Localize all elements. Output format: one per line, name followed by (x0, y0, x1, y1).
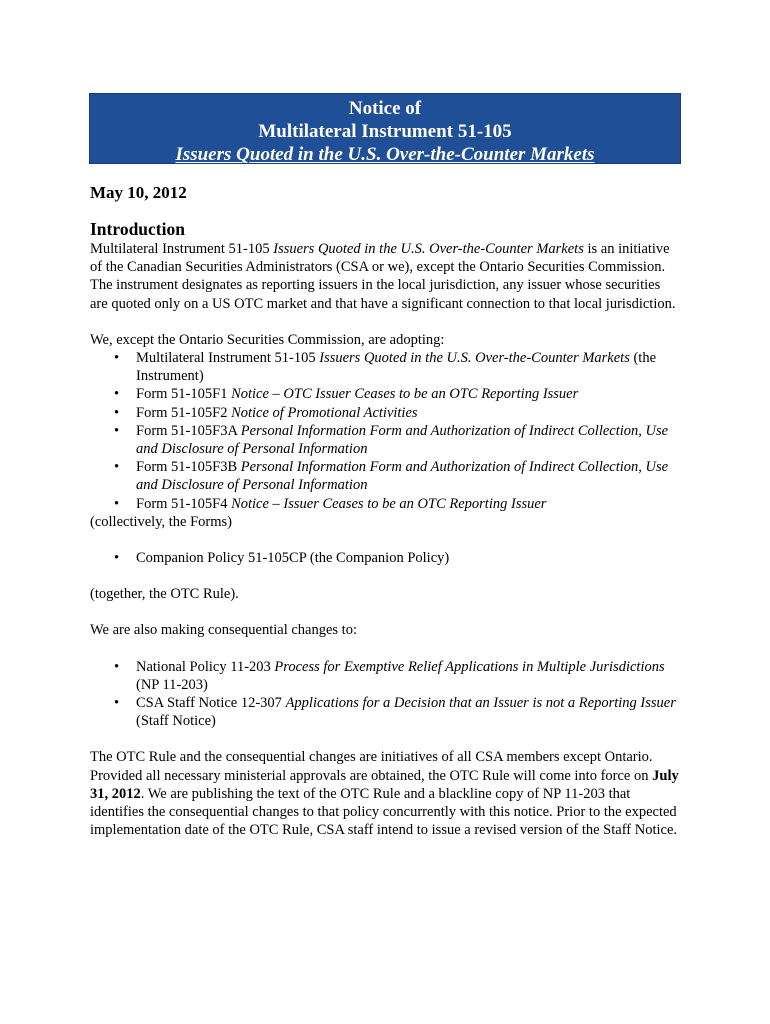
title-banner (89, 93, 681, 164)
banner-line-2: Multilateral Instrument 51-105 (258, 121, 512, 142)
list-item: • National Policy 11-203 Process for Exemptive Relief Applications in Multiple Jurisdictions (NP 11-203) (90, 658, 680, 694)
adopting-paragraph: We, except the Ontario Securities Commission, are adopting: (90, 331, 445, 348)
text-run: is an initiative of the Canadian Securities Administrators (CSA or we), except the Ontario Securities Commission. The instrument designates as reporting issuers in the local jurisdiction, any issuer whose securities are quoted only on a US OTC market and that have a significant connection to that local jurisdiction. (90, 241, 676, 312)
intro-paragraph (90, 240, 680, 313)
document-body (90, 182, 680, 839)
companion-list (90, 549, 680, 567)
banner-line-1: Notice of (348, 98, 422, 119)
list-item: • CSA Staff Notice 12-307 Applications for a Decision that an Issuer is not a Reporting Issuer (Staff Notice) (90, 694, 680, 730)
list-item: • Companion Policy 51-105CP (the Companion Policy) (90, 549, 680, 567)
list-item: • Form 51-105F3B Personal Information Form and Authorization of Indirect Collection, Use and Disclosure of Personal Information (90, 458, 680, 494)
section-heading-introduction: Introduction (90, 219, 185, 239)
changes-list (90, 658, 680, 731)
list-item: • Form 51-105F2 Notice of Promotional Activities (90, 404, 680, 422)
list-item: • Form 51-105F4 Notice – Issuer Ceases to be an OTC Reporting Issuer (90, 495, 680, 513)
notice-date: May 10, 2012 (90, 183, 187, 202)
list-item: • Form 51-105F1 Notice – OTC Issuer Ceases to be an OTC Reporting Issuer (90, 385, 680, 403)
consequential-paragraph: We are also making consequential changes to: (90, 622, 357, 639)
instrument-title: Issuers Quoted in the U.S. Over-the-Counter Markets (273, 241, 584, 257)
collectively-note: (collectively, the Forms) (90, 513, 233, 530)
banner-line-3: Issuers Quoted in the U.S. Over-the-Counter Markets (175, 144, 595, 165)
otc-rule-paragraph: The OTC Rule and the consequential changes are initiatives of all CSA members except Ontario. Provided all necessary ministerial approvals are obtained, the OTC Rule will come into force on July 31, 2012. We are publishing the text of the OTC Rule and a blackline copy of NP 11-203 that identifies the consequential changes to that policy concurrently with this notice. Prior to the expected implementation date of the OTC Rule, CSA staff intend to issue a revised version of the Staff Notice. (90, 749, 679, 839)
adopting-list (90, 349, 680, 513)
together-note: (together, the OTC Rule). (90, 586, 239, 603)
list-item: • Multilateral Instrument 51-105 Issuers Quoted in the U.S. Over-the-Counter Markets (the Instrument) (90, 349, 680, 385)
text-run: Multilateral Instrument 51-105 (90, 241, 274, 257)
effective-date: July 31, 2012 (90, 767, 679, 802)
list-item: • Form 51-105F3A Personal Information Form and Authorization of Indirect Collection, Use and Disclosure of Personal Information (90, 422, 680, 458)
